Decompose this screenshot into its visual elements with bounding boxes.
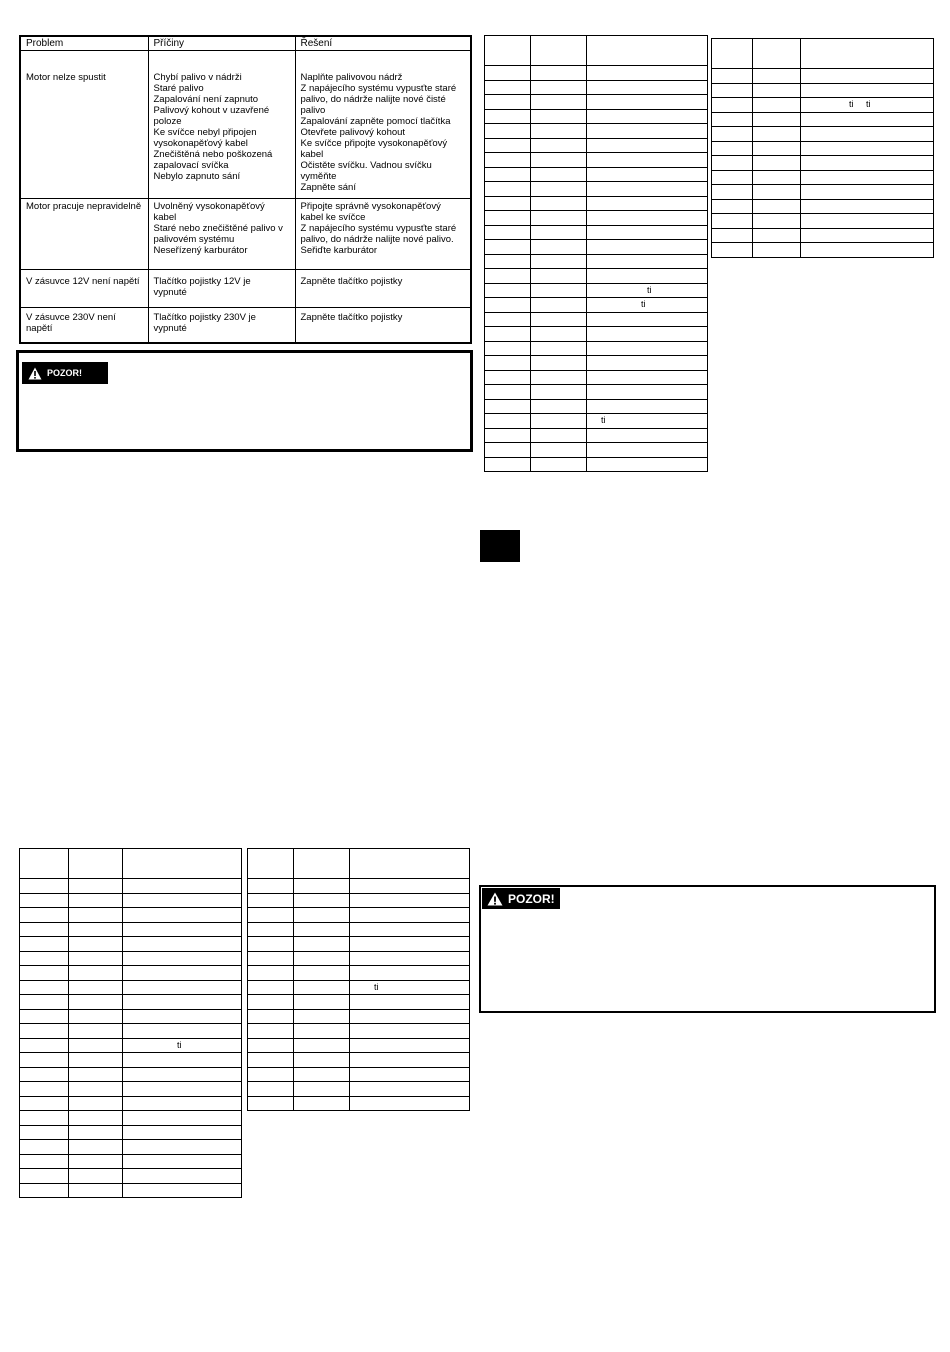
- table-row: [712, 185, 934, 200]
- table-row: [248, 1082, 470, 1097]
- troubleshooting-table: [19, 35, 472, 344]
- table-row: [485, 109, 708, 124]
- table-row: [20, 1169, 242, 1184]
- grid-table-c: [19, 848, 242, 1198]
- text-fragment: ti ti: [801, 98, 934, 113]
- cause-line: Staré palivo: [153, 83, 204, 94]
- table-row: [485, 457, 708, 472]
- cause-line: zapalovací svíčka: [153, 160, 229, 171]
- warning-label-text: POZOR!: [47, 368, 82, 378]
- table-row: [248, 1024, 470, 1039]
- table-row: [20, 1082, 242, 1097]
- warning-label-bottom: [482, 888, 560, 909]
- table-row: [248, 980, 470, 995]
- cause-line: Uvolněný vysokonapěťový: [153, 201, 265, 212]
- table-row: [712, 141, 934, 156]
- table-row: [20, 849, 242, 879]
- table-row: [20, 1024, 242, 1039]
- table-row: [712, 243, 934, 258]
- table-row: [20, 270, 471, 308]
- table-row: [20, 908, 242, 923]
- table-row: [485, 283, 708, 298]
- solution-line: palivo, do nádrže nalijte nové čisté: [300, 94, 446, 105]
- header-solutions: Řešení: [295, 36, 471, 51]
- solutions-cell: [295, 270, 471, 308]
- table-row: [712, 156, 934, 171]
- solution-line: Z napájecího systému vypusťte staré: [300, 83, 457, 94]
- table-row: [20, 1183, 242, 1198]
- cause-line: Znečištěná nebo poškozená: [153, 149, 273, 160]
- header-causes: Příčiny: [148, 36, 295, 51]
- problem-cell: [20, 51, 148, 199]
- table-row: [248, 1009, 470, 1024]
- cause-line: poloze: [153, 116, 182, 127]
- text-fragment: ti: [587, 283, 708, 298]
- text-fragment: ti: [350, 980, 470, 995]
- causes-cell: [148, 51, 295, 199]
- table-row: [712, 214, 934, 229]
- table-row: [248, 879, 470, 894]
- table-row: [20, 1140, 242, 1155]
- solution-line: palivo, do nádrže nalijte nové palivo.: [300, 234, 454, 245]
- table-row: [20, 1009, 242, 1024]
- solution-line: Otevřete palivový kohout: [300, 127, 406, 138]
- table-row: [20, 1096, 242, 1111]
- warning-label-text: POZOR!: [508, 891, 555, 906]
- table-row: [485, 240, 708, 255]
- cause-line: Neseřízený karburátor: [153, 245, 248, 256]
- solution-line: Zapněte tlačítko pojistky: [300, 276, 403, 287]
- table-row: [485, 341, 708, 356]
- grid-table-d: [247, 848, 470, 1111]
- header-problem: Problem: [20, 36, 148, 51]
- grid-table-a: [484, 35, 708, 472]
- solution-line: Očistěte svíčku. Vadnou svíčku: [300, 160, 432, 171]
- table-row: [20, 922, 242, 937]
- cause-line: Staré nebo znečištěné palivo v: [153, 223, 283, 234]
- table-row: [248, 966, 470, 981]
- cause-line: vypnuté: [153, 323, 187, 334]
- problem-text: V zásuvce 12V není napětí: [26, 276, 140, 287]
- cause-line: vysokonapěťový kabel: [153, 138, 248, 149]
- table-row: [20, 1067, 242, 1082]
- table-row: [248, 1038, 470, 1053]
- table-row: [712, 98, 934, 113]
- table-row: [485, 298, 708, 313]
- table-row: [485, 182, 708, 197]
- problem-text: Motor pracuje nepravidelně: [26, 201, 142, 212]
- cause-line: Nebylo zapnuto sání: [153, 171, 241, 182]
- solution-line: Z napájecího systému vypusťte staré: [300, 223, 457, 234]
- solution-line: kabel ke svíčce: [300, 212, 366, 223]
- table-row: [20, 51, 471, 199]
- table-row: [20, 951, 242, 966]
- table-row: [485, 254, 708, 269]
- grid-table-b: [711, 38, 934, 258]
- table-row: [248, 922, 470, 937]
- table-row: [485, 356, 708, 371]
- table-row: [485, 211, 708, 226]
- table-row: [485, 167, 708, 182]
- cause-line: Palivový kohout v uzavřené: [153, 105, 270, 116]
- table-row: [20, 1038, 242, 1053]
- warning-label-top: [22, 362, 108, 384]
- table-row: [20, 1053, 242, 1068]
- table-row: [485, 428, 708, 443]
- table-row: [485, 225, 708, 240]
- causes-cell: [148, 270, 295, 308]
- warning-triangle-icon: [28, 367, 42, 380]
- black-square: [480, 530, 520, 562]
- text-fragment: ti: [587, 414, 708, 429]
- table-row: [248, 908, 470, 923]
- cause-line: kabel: [153, 212, 177, 223]
- solution-line: Zapněte tlačítko pojistky: [300, 312, 403, 323]
- table-row: [712, 199, 934, 214]
- table-row: [20, 1154, 242, 1169]
- table-row: [485, 36, 708, 66]
- problem-text: napětí: [26, 323, 53, 334]
- cause-line: Chybí palivo v nádrži: [153, 72, 242, 83]
- problem-cell: [20, 199, 148, 270]
- solution-line: Seřiďte karburátor: [300, 245, 378, 256]
- table-row: [20, 995, 242, 1010]
- table-row: [485, 312, 708, 327]
- table-row: [20, 893, 242, 908]
- table-row: [248, 1053, 470, 1068]
- table-row: [485, 66, 708, 81]
- table-row: [712, 69, 934, 84]
- table-row: [248, 995, 470, 1010]
- warning-triangle-icon: [487, 892, 503, 906]
- table-row: [20, 1111, 242, 1126]
- table-row: [20, 1125, 242, 1140]
- solution-line: Zapalování zapněte pomocí tlačítka: [300, 116, 451, 127]
- table-row: [485, 153, 708, 168]
- table-row: [20, 879, 242, 894]
- table-row: [485, 399, 708, 414]
- table-row: [485, 80, 708, 95]
- table-row: [20, 966, 242, 981]
- causes-cell: [148, 199, 295, 270]
- table-row: [485, 269, 708, 284]
- solutions-cell: [295, 308, 471, 344]
- table-row: [20, 199, 471, 270]
- problem-cell: [20, 270, 148, 308]
- table-row: [485, 327, 708, 342]
- table-row: [712, 112, 934, 127]
- table-row: [20, 937, 242, 952]
- solution-line: palivo: [300, 105, 326, 116]
- table-row: [20, 980, 242, 995]
- solution-line: Zapněte sání: [300, 182, 356, 193]
- table-row: [485, 414, 708, 429]
- table-row: [712, 228, 934, 243]
- table-row: [248, 937, 470, 952]
- cause-line: vypnuté: [153, 287, 187, 298]
- table-row: [485, 443, 708, 458]
- solution-line: vyměňte: [300, 171, 337, 182]
- solution-line: Naplňte palivovou nádrž: [300, 72, 403, 83]
- table-row: [712, 83, 934, 98]
- solution-line: Připojte správně vysokonapěťový: [300, 201, 441, 212]
- table-row: [248, 1067, 470, 1082]
- cause-line: palivovém systému: [153, 234, 235, 245]
- causes-cell: [148, 308, 295, 344]
- table-row: [712, 170, 934, 185]
- text-fragment: ti: [587, 298, 708, 313]
- cause-line: Ke svíčce nebyl připojen: [153, 127, 257, 138]
- problem-text: V zásuvce 230V není: [26, 312, 116, 323]
- table-row: [248, 849, 470, 879]
- cause-line: Tlačítko pojistky 12V je: [153, 276, 251, 287]
- table-row: [485, 196, 708, 211]
- problem-cell: [20, 308, 148, 344]
- table-row: [712, 127, 934, 142]
- troubleshooting-header-row: [20, 36, 471, 51]
- table-row: [485, 385, 708, 400]
- table-row: [485, 95, 708, 110]
- solution-line: kabel: [300, 149, 324, 160]
- table-row: [712, 39, 934, 69]
- solutions-cell: [295, 199, 471, 270]
- table-row: [248, 893, 470, 908]
- table-row: [248, 951, 470, 966]
- table-row: [248, 1096, 470, 1111]
- table-row: [485, 138, 708, 153]
- table-row: [485, 124, 708, 139]
- cause-line: Tlačítko pojistky 230V je: [153, 312, 256, 323]
- table-row: [20, 308, 471, 344]
- text-fragment: ti: [123, 1038, 242, 1053]
- solutions-cell: [295, 51, 471, 199]
- problem-text: Motor nelze spustit: [26, 72, 106, 83]
- table-row: [485, 370, 708, 385]
- cause-line: Zapalování není zapnuto: [153, 94, 259, 105]
- solution-line: Ke svíčce připojte vysokonapěťový: [300, 138, 448, 149]
